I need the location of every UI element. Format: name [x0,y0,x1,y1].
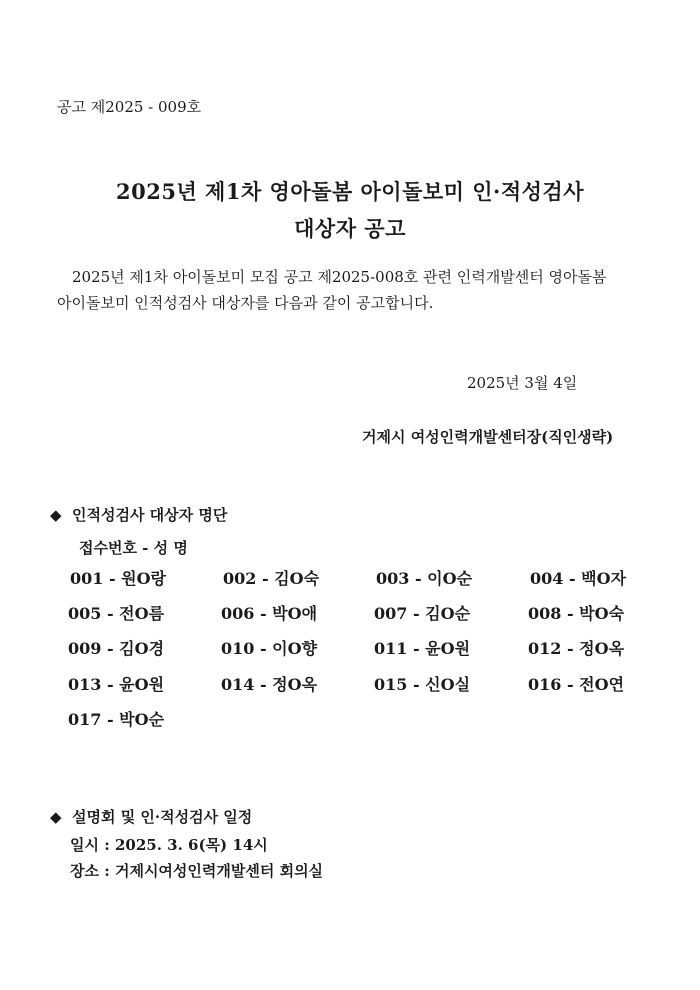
document-title-line2: 대상자 공고 [294,216,406,241]
notice-number: 공고 제2025 - 009호 [57,98,202,116]
candidate-item: 009 - 김O경 [68,639,165,658]
schedule-datetime: 일시 : 2025. 3. 6(목) 14시 [70,836,268,854]
section-schedule-heading [50,806,252,827]
candidate-item: 005 - 전O름 [68,604,165,623]
candidate-item: 012 - 정O옥 [528,639,625,658]
body-text-line2: 아이돌보미 인적성검사 대상자를 다음과 같이 공고합니다. [57,294,434,312]
candidate-item: 003 - 이O순 [376,569,473,588]
candidate-item: 006 - 박O애 [221,604,318,623]
document-title-line1: 2025년 제1차 영아돌봄 아이돌보미 인·적성검사 [116,179,584,204]
schedule-place: 장소 : 거제시여성인력개발센터 회의실 [70,862,324,880]
candidate-item: 002 - 김O숙 [223,569,320,588]
candidate-item: 013 - 윤O원 [68,675,165,694]
section-candidates-title: 인적성검사 대상자 명단 [72,506,228,524]
candidate-item: 011 - 윤O원 [374,639,471,658]
candidate-item: 008 - 박O숙 [528,604,625,623]
candidate-item: 001 - 원O랑 [70,569,167,588]
candidate-item: 016 - 전O연 [528,675,625,694]
issue-date: 2025년 3월 4일 [467,374,578,392]
candidate-item: 007 - 김O순 [374,604,471,623]
diamond-bullet-icon: ◆ [50,808,62,826]
candidate-item: 004 - 백O자 [530,569,627,588]
issuer-name: 거제시 여성인력개발센터장(직인생략) [362,428,614,446]
body-text-line1: 2025년 제1차 아이돌보미 모집 공고 제2025-008호 관련 인력개발센터 영아돌봄 [72,268,607,286]
diamond-bullet-icon: ◆ [50,506,62,524]
candidate-item: 014 - 정O옥 [221,675,318,694]
candidates-column-header: 접수번호 - 성 명 [79,539,188,557]
section-candidates-heading [50,504,227,525]
section-schedule-title: 설명회 및 인·적성검사 일정 [72,808,253,826]
candidate-item: 017 - 박O순 [68,710,165,729]
candidate-item: 015 - 신O실 [374,675,471,694]
candidate-item: 010 - 이O향 [221,639,318,658]
